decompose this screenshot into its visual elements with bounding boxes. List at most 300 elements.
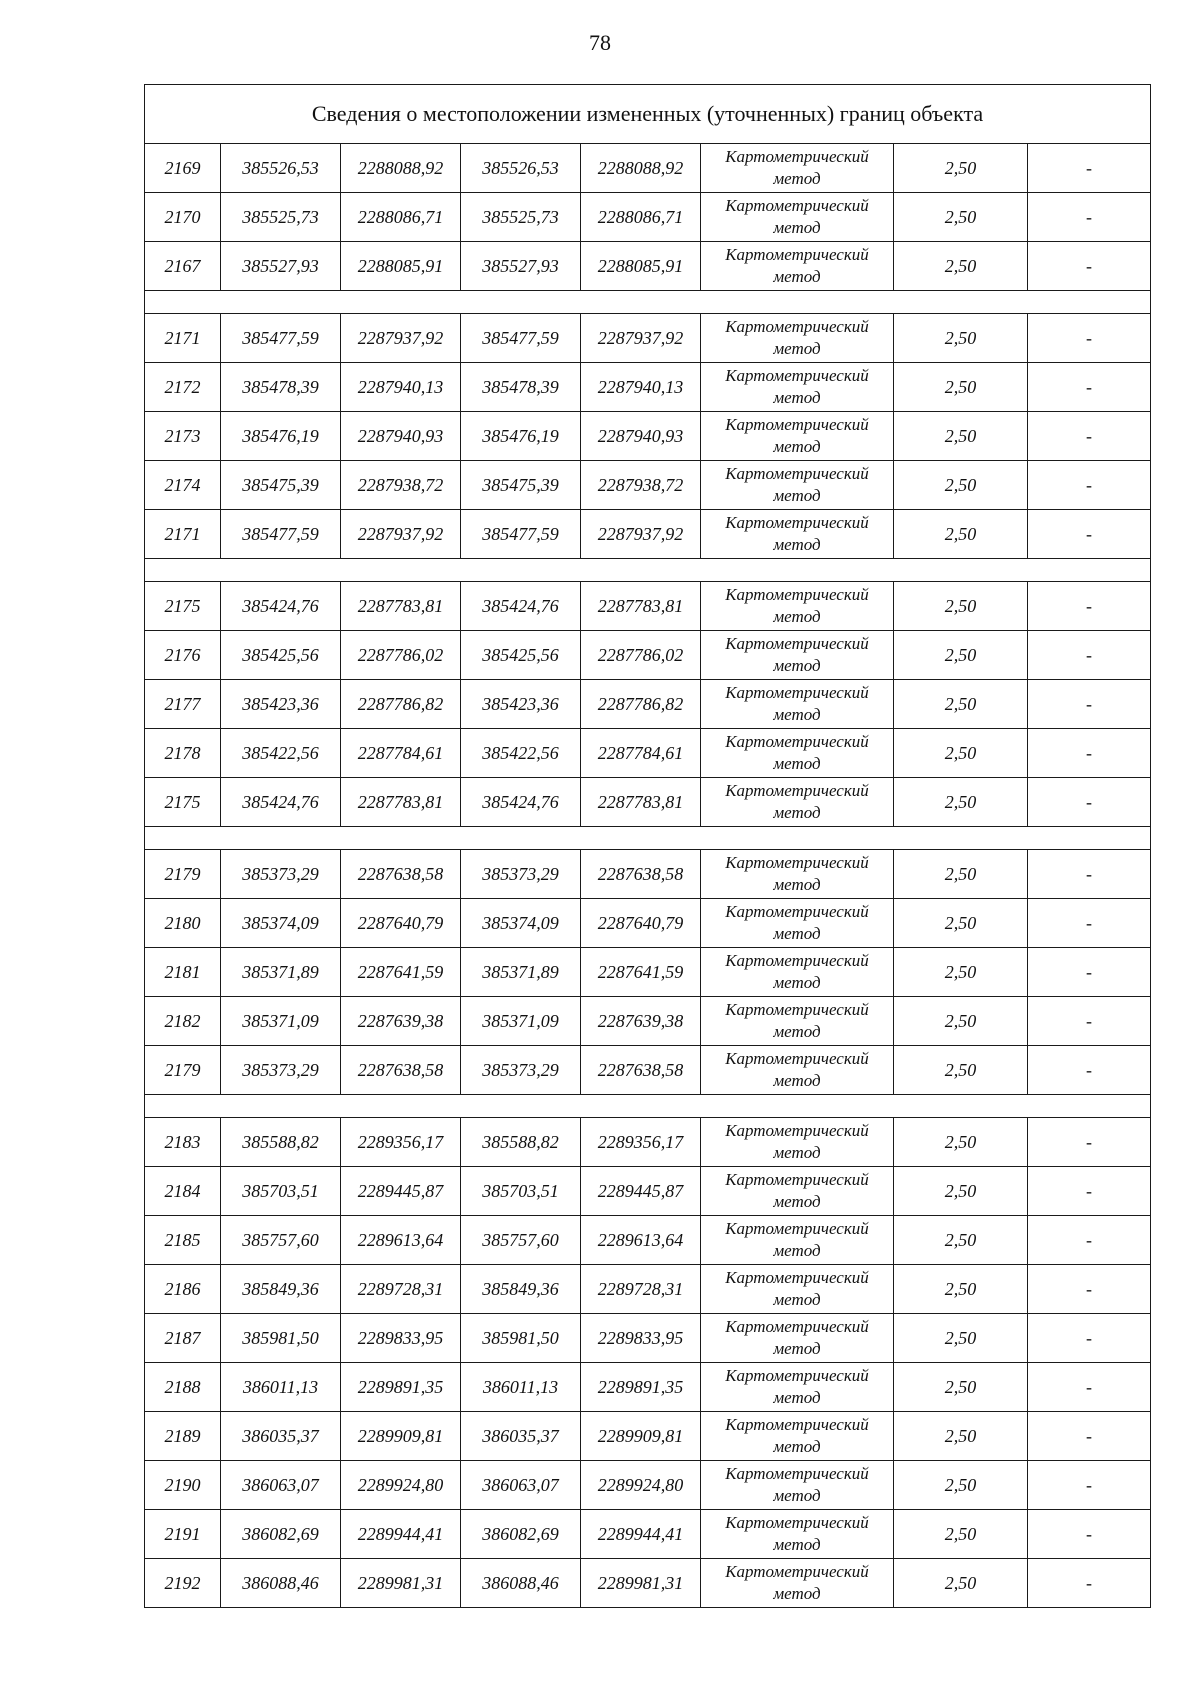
existing-y-cell: 2289909,81 [341, 1412, 461, 1461]
refined-x-cell: 385981,50 [461, 1314, 581, 1363]
refined-y-cell: 2289944,41 [581, 1510, 701, 1559]
refined-x-cell: 385374,09 [461, 899, 581, 948]
table-row [145, 850, 1151, 899]
existing-x-cell: 385477,59 [221, 510, 341, 559]
method-line-1: Картометрический [725, 1219, 869, 1238]
point-number-cell: 2169 [145, 144, 221, 193]
accuracy-cell: 2,50 [894, 1559, 1028, 1608]
method-cell [701, 997, 894, 1046]
existing-y-cell: 2287783,81 [341, 778, 461, 827]
existing-x-cell: 385422,56 [221, 729, 341, 778]
point-number-cell: 2174 [145, 461, 221, 510]
method-line-1: Картометрический [725, 1513, 869, 1532]
refined-y-cell: 2287940,93 [581, 412, 701, 461]
accuracy-cell: 2,50 [894, 1118, 1028, 1167]
method-line-2: метод [773, 169, 821, 188]
table-row [145, 1412, 1151, 1461]
existing-x-cell: 385423,36 [221, 680, 341, 729]
existing-x-cell: 386063,07 [221, 1461, 341, 1510]
note-cell: - [1028, 412, 1151, 461]
note-cell: - [1028, 899, 1151, 948]
method-line-2: метод [773, 1339, 821, 1358]
point-number-cell: 2173 [145, 412, 221, 461]
method-line-2: метод [773, 339, 821, 358]
method-line-2: метод [773, 1071, 821, 1090]
accuracy-cell: 2,50 [894, 1510, 1028, 1559]
accuracy-cell: 2,50 [894, 314, 1028, 363]
refined-x-cell: 386011,13 [461, 1363, 581, 1412]
table-row [145, 412, 1151, 461]
method-line-2: метод [773, 1535, 821, 1554]
table-row [145, 510, 1151, 559]
method-line-2: метод [773, 705, 821, 724]
table-row [145, 631, 1151, 680]
method-line-1: Картометрический [725, 245, 869, 264]
existing-x-cell: 385373,29 [221, 1046, 341, 1095]
refined-y-cell: 2289445,87 [581, 1167, 701, 1216]
method-cell [701, 314, 894, 363]
existing-x-cell: 385475,39 [221, 461, 341, 510]
point-number-cell: 2192 [145, 1559, 221, 1608]
refined-y-cell: 2287640,79 [581, 899, 701, 948]
table-row [145, 144, 1151, 193]
group-separator-cell [145, 559, 1151, 582]
note-cell: - [1028, 850, 1151, 899]
refined-x-cell: 385527,93 [461, 242, 581, 291]
existing-y-cell: 2287786,82 [341, 680, 461, 729]
method-line-1: Картометрический [725, 1415, 869, 1434]
accuracy-cell: 2,50 [894, 850, 1028, 899]
table-row [145, 729, 1151, 778]
refined-y-cell: 2289728,31 [581, 1265, 701, 1314]
refined-y-cell: 2288088,92 [581, 144, 701, 193]
refined-x-cell: 386035,37 [461, 1412, 581, 1461]
method-line-2: метод [773, 1437, 821, 1456]
point-number-cell: 2182 [145, 997, 221, 1046]
existing-x-cell: 385424,76 [221, 582, 341, 631]
table-row [145, 1046, 1151, 1095]
existing-x-cell: 385371,09 [221, 997, 341, 1046]
note-cell: - [1028, 510, 1151, 559]
group-separator-row [145, 827, 1151, 850]
accuracy-cell: 2,50 [894, 680, 1028, 729]
note-cell: - [1028, 997, 1151, 1046]
method-cell [701, 1461, 894, 1510]
method-cell [701, 1412, 894, 1461]
method-cell [701, 729, 894, 778]
point-number-cell: 2171 [145, 510, 221, 559]
table-row [145, 1461, 1151, 1510]
point-number-cell: 2185 [145, 1216, 221, 1265]
method-cell [701, 680, 894, 729]
method-line-1: Картометрический [725, 147, 869, 166]
refined-x-cell: 385371,89 [461, 948, 581, 997]
point-number-cell: 2170 [145, 193, 221, 242]
method-line-2: метод [773, 803, 821, 822]
table-row [145, 1559, 1151, 1608]
refined-y-cell: 2287783,81 [581, 582, 701, 631]
method-cell [701, 1314, 894, 1363]
accuracy-cell: 2,50 [894, 1046, 1028, 1095]
method-line-1: Картометрический [725, 1366, 869, 1385]
existing-y-cell: 2287638,58 [341, 1046, 461, 1095]
existing-y-cell: 2288085,91 [341, 242, 461, 291]
refined-x-cell: 385371,09 [461, 997, 581, 1046]
point-number-cell: 2172 [145, 363, 221, 412]
method-cell [701, 1510, 894, 1559]
refined-y-cell: 2287639,38 [581, 997, 701, 1046]
method-line-2: метод [773, 1290, 821, 1309]
method-cell [701, 1118, 894, 1167]
method-line-1: Картометрический [725, 1121, 869, 1140]
method-line-1: Картометрический [725, 585, 869, 604]
table-row [145, 1216, 1151, 1265]
existing-y-cell: 2287937,92 [341, 314, 461, 363]
method-line-1: Картометрический [725, 415, 869, 434]
point-number-cell: 2175 [145, 582, 221, 631]
table-row [145, 997, 1151, 1046]
refined-x-cell: 385477,59 [461, 314, 581, 363]
method-line-2: метод [773, 973, 821, 992]
existing-x-cell: 385476,19 [221, 412, 341, 461]
refined-x-cell: 385757,60 [461, 1216, 581, 1265]
method-line-1: Картометрический [725, 1170, 869, 1189]
point-number-cell: 2176 [145, 631, 221, 680]
group-separator-cell [145, 291, 1151, 314]
refined-x-cell: 385475,39 [461, 461, 581, 510]
refined-y-cell: 2287638,58 [581, 850, 701, 899]
boundary-coordinates-table [144, 84, 1151, 1608]
note-cell: - [1028, 1216, 1151, 1265]
accuracy-cell: 2,50 [894, 729, 1028, 778]
group-separator-cell [145, 827, 1151, 850]
refined-x-cell: 386063,07 [461, 1461, 581, 1510]
refined-y-cell: 2287937,92 [581, 510, 701, 559]
existing-x-cell: 386035,37 [221, 1412, 341, 1461]
note-cell: - [1028, 144, 1151, 193]
point-number-cell: 2184 [145, 1167, 221, 1216]
method-line-1: Картометрический [725, 634, 869, 653]
table-title: Сведения о местоположении измененных (уточненных) границ объекта [145, 85, 1151, 144]
refined-y-cell: 2287937,92 [581, 314, 701, 363]
refined-y-cell: 2287784,61 [581, 729, 701, 778]
refined-x-cell: 385588,82 [461, 1118, 581, 1167]
point-number-cell: 2191 [145, 1510, 221, 1559]
note-cell: - [1028, 314, 1151, 363]
existing-y-cell: 2287940,13 [341, 363, 461, 412]
note-cell: - [1028, 1118, 1151, 1167]
point-number-cell: 2189 [145, 1412, 221, 1461]
method-line-1: Картометрический [725, 732, 869, 751]
refined-y-cell: 2287641,59 [581, 948, 701, 997]
method-line-2: метод [773, 1486, 821, 1505]
existing-y-cell: 2287640,79 [341, 899, 461, 948]
table-row [145, 1167, 1151, 1216]
note-cell: - [1028, 1265, 1151, 1314]
method-line-2: метод [773, 388, 821, 407]
existing-y-cell: 2287784,61 [341, 729, 461, 778]
note-cell: - [1028, 1412, 1151, 1461]
refined-x-cell: 385424,76 [461, 582, 581, 631]
method-line-2: метод [773, 437, 821, 456]
existing-x-cell: 385757,60 [221, 1216, 341, 1265]
method-line-2: метод [773, 1022, 821, 1041]
method-line-2: метод [773, 607, 821, 626]
method-line-2: метод [773, 656, 821, 675]
method-cell [701, 778, 894, 827]
refined-x-cell: 385476,19 [461, 412, 581, 461]
method-line-1: Картометрический [725, 781, 869, 800]
refined-y-cell: 2289356,17 [581, 1118, 701, 1167]
existing-y-cell: 2287638,58 [341, 850, 461, 899]
method-line-1: Картометрический [725, 366, 869, 385]
point-number-cell: 2190 [145, 1461, 221, 1510]
method-line-1: Картометрический [725, 1317, 869, 1336]
existing-y-cell: 2289356,17 [341, 1118, 461, 1167]
existing-x-cell: 385425,56 [221, 631, 341, 680]
point-number-cell: 2177 [145, 680, 221, 729]
group-separator-row [145, 559, 1151, 582]
method-line-1: Картометрический [725, 1049, 869, 1068]
table-row [145, 899, 1151, 948]
method-line-2: метод [773, 1192, 821, 1211]
table-row [145, 461, 1151, 510]
method-line-1: Картометрический [725, 951, 869, 970]
accuracy-cell: 2,50 [894, 1265, 1028, 1314]
table-row [145, 948, 1151, 997]
refined-x-cell: 385849,36 [461, 1265, 581, 1314]
method-cell [701, 948, 894, 997]
method-cell [701, 242, 894, 291]
accuracy-cell: 2,50 [894, 1412, 1028, 1461]
method-line-1: Картометрический [725, 683, 869, 702]
refined-x-cell: 385423,36 [461, 680, 581, 729]
note-cell: - [1028, 1363, 1151, 1412]
method-line-1: Картометрический [725, 1000, 869, 1019]
accuracy-cell: 2,50 [894, 1167, 1028, 1216]
method-line-1: Картометрический [725, 1562, 869, 1581]
note-cell: - [1028, 729, 1151, 778]
refined-y-cell: 2289981,31 [581, 1559, 701, 1608]
method-line-2: метод [773, 1241, 821, 1260]
table-row [145, 242, 1151, 291]
refined-y-cell: 2289613,64 [581, 1216, 701, 1265]
existing-x-cell: 385849,36 [221, 1265, 341, 1314]
point-number-cell: 2186 [145, 1265, 221, 1314]
note-cell: - [1028, 242, 1151, 291]
method-cell [701, 1559, 894, 1608]
refined-y-cell: 2287638,58 [581, 1046, 701, 1095]
refined-y-cell: 2289833,95 [581, 1314, 701, 1363]
method-line-2: метод [773, 267, 821, 286]
accuracy-cell: 2,50 [894, 778, 1028, 827]
accuracy-cell: 2,50 [894, 582, 1028, 631]
method-line-2: метод [773, 875, 821, 894]
method-cell [701, 1167, 894, 1216]
existing-x-cell: 386088,46 [221, 1559, 341, 1608]
existing-x-cell: 385371,89 [221, 948, 341, 997]
table-row [145, 314, 1151, 363]
method-line-1: Картометрический [725, 902, 869, 921]
existing-x-cell: 385527,93 [221, 242, 341, 291]
note-cell: - [1028, 1314, 1151, 1363]
note-cell: - [1028, 948, 1151, 997]
refined-y-cell: 2287786,82 [581, 680, 701, 729]
existing-x-cell: 385981,50 [221, 1314, 341, 1363]
point-number-cell: 2180 [145, 899, 221, 948]
group-separator-row [145, 291, 1151, 314]
refined-x-cell: 386082,69 [461, 1510, 581, 1559]
point-number-cell: 2178 [145, 729, 221, 778]
note-cell: - [1028, 1167, 1151, 1216]
method-line-2: метод [773, 218, 821, 237]
table-row [145, 1314, 1151, 1363]
point-number-cell: 2181 [145, 948, 221, 997]
existing-y-cell: 2289924,80 [341, 1461, 461, 1510]
method-line-2: метод [773, 535, 821, 554]
refined-x-cell: 385478,39 [461, 363, 581, 412]
refined-x-cell: 385477,59 [461, 510, 581, 559]
accuracy-cell: 2,50 [894, 997, 1028, 1046]
table-row [145, 1118, 1151, 1167]
accuracy-cell: 2,50 [894, 1363, 1028, 1412]
method-line-2: метод [773, 486, 821, 505]
existing-y-cell: 2287783,81 [341, 582, 461, 631]
method-line-1: Картометрический [725, 513, 869, 532]
existing-x-cell: 385373,29 [221, 850, 341, 899]
note-cell: - [1028, 631, 1151, 680]
method-line-1: Картометрический [725, 317, 869, 336]
method-cell [701, 1216, 894, 1265]
method-cell [701, 582, 894, 631]
table-body [145, 85, 1151, 1608]
point-number-cell: 2183 [145, 1118, 221, 1167]
refined-y-cell: 2287938,72 [581, 461, 701, 510]
group-separator-row [145, 1095, 1151, 1118]
refined-x-cell: 385424,76 [461, 778, 581, 827]
table-row [145, 582, 1151, 631]
method-line-2: метод [773, 1584, 821, 1603]
refined-x-cell: 385373,29 [461, 1046, 581, 1095]
existing-y-cell: 2289445,87 [341, 1167, 461, 1216]
table-row [145, 1265, 1151, 1314]
page-number: 78 [589, 30, 611, 55]
method-line-1: Картометрический [725, 464, 869, 483]
existing-y-cell: 2287786,02 [341, 631, 461, 680]
method-cell [701, 193, 894, 242]
method-cell [701, 850, 894, 899]
existing-x-cell: 386082,69 [221, 1510, 341, 1559]
refined-y-cell: 2289891,35 [581, 1363, 701, 1412]
existing-y-cell: 2289981,31 [341, 1559, 461, 1608]
accuracy-cell: 2,50 [894, 412, 1028, 461]
note-cell: - [1028, 1559, 1151, 1608]
refined-x-cell: 385525,73 [461, 193, 581, 242]
method-line-2: метод [773, 1388, 821, 1407]
refined-x-cell: 385425,56 [461, 631, 581, 680]
method-line-1: Картометрический [725, 853, 869, 872]
existing-y-cell: 2287940,93 [341, 412, 461, 461]
method-cell [701, 899, 894, 948]
table-row [145, 1510, 1151, 1559]
note-cell: - [1028, 582, 1151, 631]
refined-y-cell: 2289909,81 [581, 1412, 701, 1461]
note-cell: - [1028, 680, 1151, 729]
accuracy-cell: 2,50 [894, 242, 1028, 291]
note-cell: - [1028, 1510, 1151, 1559]
table-row [145, 193, 1151, 242]
note-cell: - [1028, 1461, 1151, 1510]
refined-x-cell: 385703,51 [461, 1167, 581, 1216]
existing-x-cell: 385424,76 [221, 778, 341, 827]
point-number-cell: 2188 [145, 1363, 221, 1412]
accuracy-cell: 2,50 [894, 1461, 1028, 1510]
note-cell: - [1028, 193, 1151, 242]
note-cell: - [1028, 363, 1151, 412]
point-number-cell: 2187 [145, 1314, 221, 1363]
accuracy-cell: 2,50 [894, 510, 1028, 559]
refined-y-cell: 2288085,91 [581, 242, 701, 291]
existing-x-cell: 385703,51 [221, 1167, 341, 1216]
existing-y-cell: 2289891,35 [341, 1363, 461, 1412]
method-line-1: Картометрический [725, 1268, 869, 1287]
accuracy-cell: 2,50 [894, 363, 1028, 412]
note-cell: - [1028, 461, 1151, 510]
existing-y-cell: 2289944,41 [341, 1510, 461, 1559]
point-number-cell: 2175 [145, 778, 221, 827]
method-cell [701, 144, 894, 193]
table-row [145, 1363, 1151, 1412]
method-cell [701, 510, 894, 559]
method-cell [701, 1363, 894, 1412]
existing-x-cell: 386011,13 [221, 1363, 341, 1412]
existing-x-cell: 385478,39 [221, 363, 341, 412]
existing-y-cell: 2287938,72 [341, 461, 461, 510]
accuracy-cell: 2,50 [894, 1314, 1028, 1363]
existing-x-cell: 385526,53 [221, 144, 341, 193]
refined-y-cell: 2289924,80 [581, 1461, 701, 1510]
method-cell [701, 363, 894, 412]
method-line-1: Картометрический [725, 1464, 869, 1483]
accuracy-cell: 2,50 [894, 193, 1028, 242]
point-number-cell: 2179 [145, 850, 221, 899]
method-line-2: метод [773, 1143, 821, 1162]
accuracy-cell: 2,50 [894, 1216, 1028, 1265]
existing-y-cell: 2289728,31 [341, 1265, 461, 1314]
method-line-1: Картометрический [725, 196, 869, 215]
existing-y-cell: 2287641,59 [341, 948, 461, 997]
note-cell: - [1028, 1046, 1151, 1095]
group-separator-cell [145, 1095, 1151, 1118]
refined-x-cell: 385422,56 [461, 729, 581, 778]
method-cell [701, 412, 894, 461]
point-number-cell: 2179 [145, 1046, 221, 1095]
table-row [145, 778, 1151, 827]
table-row [145, 680, 1151, 729]
accuracy-cell: 2,50 [894, 948, 1028, 997]
existing-x-cell: 385477,59 [221, 314, 341, 363]
existing-x-cell: 385374,09 [221, 899, 341, 948]
note-cell: - [1028, 778, 1151, 827]
refined-x-cell: 386088,46 [461, 1559, 581, 1608]
point-number-cell: 2171 [145, 314, 221, 363]
method-cell [701, 631, 894, 680]
refined-y-cell: 2287786,02 [581, 631, 701, 680]
refined-x-cell: 385526,53 [461, 144, 581, 193]
accuracy-cell: 2,50 [894, 899, 1028, 948]
refined-y-cell: 2288086,71 [581, 193, 701, 242]
existing-y-cell: 2289613,64 [341, 1216, 461, 1265]
